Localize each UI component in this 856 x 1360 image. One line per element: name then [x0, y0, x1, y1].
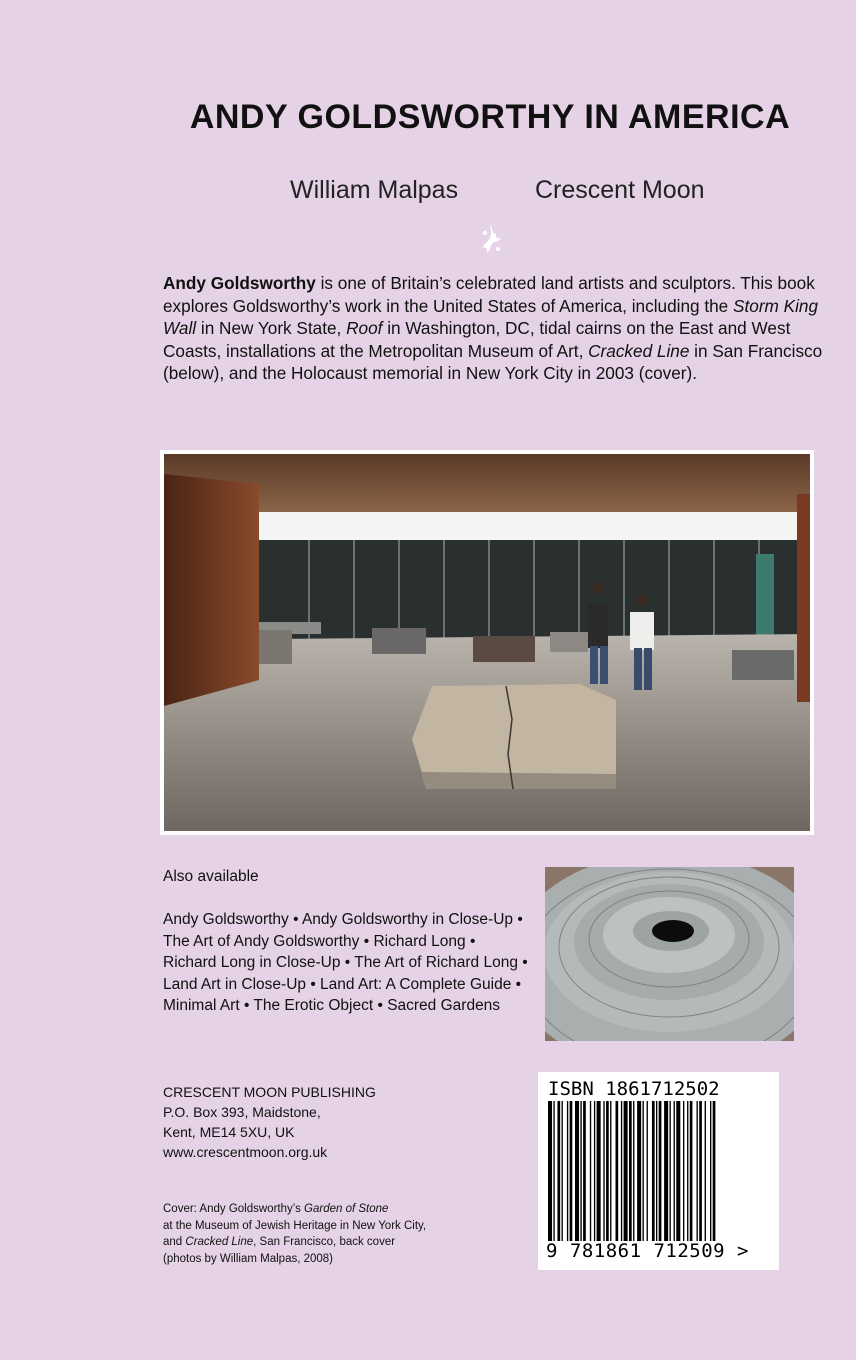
barcode-bar	[570, 1101, 573, 1241]
barcode-bar	[553, 1101, 554, 1241]
barcode-bar	[687, 1101, 688, 1241]
publisher-company: CRESCENT MOON PUBLISHING	[163, 1084, 376, 1100]
barcode-bar	[575, 1101, 579, 1241]
blurb-italic-3: Cracked Line	[588, 340, 690, 361]
barcode-bar	[699, 1101, 702, 1241]
barcode-bar	[567, 1101, 568, 1241]
barcode-bar	[621, 1101, 622, 1241]
barcode-bar	[616, 1101, 619, 1241]
blurb-italic-1: Storm King Wall	[163, 295, 819, 338]
barcode-bar	[674, 1101, 675, 1241]
garden-of-stone-photo	[545, 867, 794, 1041]
barcode-bar	[683, 1101, 684, 1241]
author-name: William Malpas	[290, 176, 459, 204]
description-paragraph	[163, 272, 823, 385]
barcode-bar	[603, 1101, 604, 1241]
publisher-address	[163, 1082, 376, 1162]
cracked-line-photo	[164, 454, 810, 831]
address-line-1: P.O. Box 393, Maidstone,	[163, 1104, 321, 1120]
barcode-bar	[624, 1101, 628, 1241]
barcode-bar	[670, 1101, 671, 1241]
credit-italic: Cracked Line	[185, 1236, 254, 1248]
barcode-bar	[647, 1101, 648, 1241]
barcode-icon	[542, 1101, 775, 1241]
barcode-bar	[557, 1101, 560, 1241]
blurb-italic-2: Roof	[346, 318, 383, 338]
barcode-bar	[580, 1101, 581, 1241]
barcode-bar	[590, 1101, 591, 1241]
barcode-bar	[659, 1101, 662, 1241]
blurb-text-2: in New York State,	[196, 318, 347, 338]
publisher-website: www.crescentmoon.org.uk	[163, 1144, 328, 1160]
barcode-bar	[633, 1101, 634, 1241]
barcode-bar	[664, 1101, 668, 1241]
book-title: ANDY GOLDSWORTHY IN AMERICA	[189, 98, 791, 136]
credit-line-4: (photos by William Malpas, 2008)	[163, 1252, 334, 1265]
ean-digits: 9 781861 712509 >	[546, 1240, 749, 1262]
credit-line-1	[163, 1201, 483, 1218]
barcode-bar	[697, 1101, 698, 1241]
barcode-bar	[690, 1101, 693, 1241]
barcode-bar	[583, 1101, 586, 1241]
also-available-list: Andy Goldsworthy • Andy Goldsworthy in Close-Up • The Art of Andy Goldsworthy • Richard Long • Richard Long in Close-Up • The Art of Richard Long • Land Art in Close-Up • Land Art: A Complete Guide • Minimal Art • The Erotic Object • Sacred Gardens	[163, 911, 528, 1014]
barcode-bar	[656, 1101, 657, 1241]
also-available-heading: Also available	[163, 868, 259, 885]
barcode-bar	[637, 1101, 641, 1241]
ornament-icon	[478, 222, 504, 258]
blurb-lead: Andy Goldsworthy	[163, 273, 316, 293]
publisher-name: Crescent Moon	[535, 176, 705, 204]
credit-text: and	[163, 1236, 186, 1248]
barcode-bar	[594, 1101, 595, 1241]
credit-line-2: at the Museum of Jewish Heritage in New York City,	[163, 1219, 427, 1232]
barcode-bar	[710, 1101, 711, 1241]
barcode-bar	[597, 1101, 601, 1241]
barcode-bar	[713, 1101, 716, 1241]
barcode-bar	[652, 1101, 655, 1241]
blurb-text-1: is one of Britain’s celebrated land artists and sculptors. This book explores Goldsworthy’s work in the United States of America, including the	[163, 273, 815, 316]
blurb-text-4: in San Francisco (below), and the Holocaust memorial in New York City in 2003 (cover).	[163, 340, 823, 383]
barcode-bar	[705, 1101, 706, 1241]
credit-line-3	[163, 1234, 483, 1251]
address-line-2: Kent, ME14 5XU, UK	[163, 1124, 295, 1140]
barcode-bar	[562, 1101, 563, 1241]
barcode-bar	[548, 1101, 552, 1241]
barcode-bar	[643, 1101, 644, 1241]
isbn-label: ISBN 1861712502	[548, 1078, 720, 1100]
cover-credit	[163, 1201, 483, 1267]
barcode-bar	[676, 1101, 680, 1241]
barcode-bar	[610, 1101, 611, 1241]
credit-text: Cover: Andy Goldsworthy’s	[163, 1203, 305, 1215]
credit-text: , San Francisco, back cover	[253, 1236, 396, 1248]
barcode-bar	[629, 1101, 632, 1241]
barcode-bar	[606, 1101, 609, 1241]
blurb-text-3: in Washington, DC, tidal cairns on the East and West Coasts, installations at the Metropolitan Museum of Art,	[163, 318, 791, 361]
credit-italic: Garden of Stone	[304, 1203, 389, 1215]
